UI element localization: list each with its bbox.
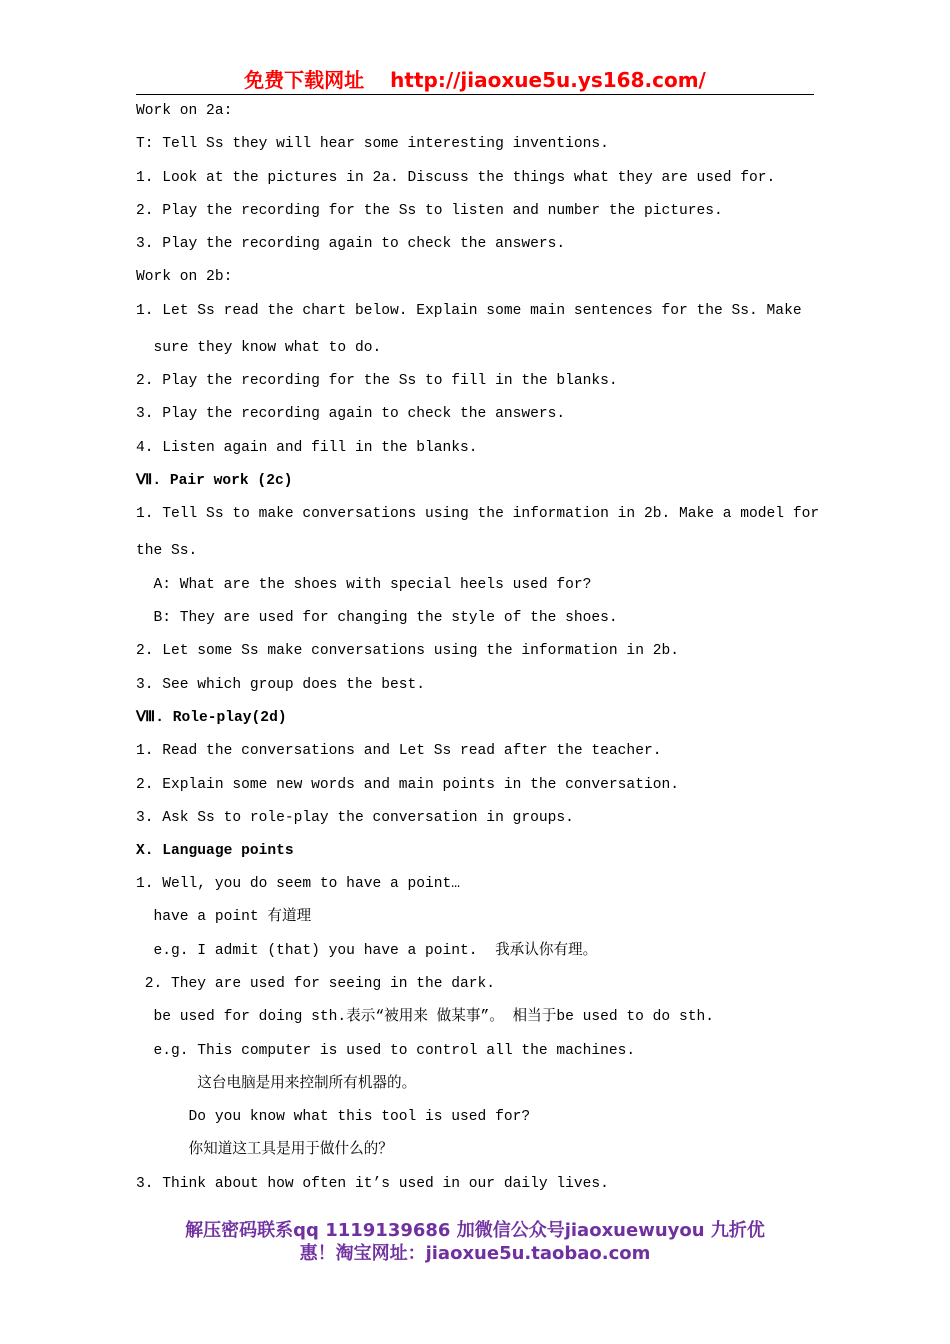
example-line: 这台电脑是用来控制所有机器的。: [136, 1076, 417, 1092]
dialogue-line: A: What are the shoes with special heels used for?: [136, 577, 592, 593]
dialogue-line: B: They are used for changing the style of the shoes.: [136, 610, 618, 626]
text-line: 3. Think about how often it’s used in our daily lives.: [136, 1176, 609, 1192]
example-line: e.g. I admit (that) you have a point. 我承认你有理。: [136, 943, 598, 959]
text-line: T: Tell Ss they will hear some interesting inventions.: [136, 136, 609, 152]
text-line: 2. Let some Ss make conversations using the information in 2b.: [136, 643, 679, 659]
text-line: 2. Play the recording for the Ss to listen and number the pictures.: [136, 203, 723, 219]
text-line: 1. Look at the pictures in 2a. Discuss the things what they are used for.: [136, 170, 776, 186]
text-line: sure they know what to do.: [136, 340, 382, 356]
header-url-link[interactable]: http://jiaoxue5u.ys168.com/: [390, 68, 706, 92]
header-title: 免费下载网址: [244, 68, 365, 92]
section-heading: X. Language points: [136, 843, 294, 859]
text-line: 4. Listen again and fill in the blanks.: [136, 440, 478, 456]
page-header: [136, 66, 814, 95]
text-line: 1. Let Ss read the chart below. Explain some main sentences for the Ss. Make: [136, 303, 802, 319]
text-line: Work on 2a:: [136, 103, 233, 119]
example-line: Do you know what this tool is used for?: [136, 1109, 531, 1125]
text-line: 1. Tell Ss to make conversations using the information in 2b. Make a model for: [136, 506, 820, 522]
text-line: have a point 有道理: [136, 909, 312, 925]
text-line: 2. Play the recording for the Ss to fill in the blanks.: [136, 373, 618, 389]
text-line: the Ss.: [136, 543, 198, 559]
section-heading: Ⅶ. Pair work (2c): [136, 473, 293, 489]
footer-line-2: 惠！淘宝网址：jiaoxue5u.taobao.com: [299, 1243, 651, 1264]
example-line: 你知道这工具是用于做什么的？: [136, 1142, 393, 1158]
text-line: 3. Play the recording again to check the answers.: [136, 236, 566, 252]
section-heading: Ⅷ. Role-play(2d): [136, 710, 287, 726]
text-line: 3. Play the recording again to check the answers.: [136, 406, 566, 422]
text-line: 2. Explain some new words and main points in the conversation.: [136, 777, 679, 793]
text-line: 2. They are used for seeing in the dark.: [136, 976, 496, 992]
example-line: e.g. This computer is used to control all the machines.: [136, 1043, 636, 1059]
section-heading: Work on 2b:: [136, 269, 233, 285]
text-line: be used for doing sth.表示“被用来 做某事”。 相当于be used to do sth.: [136, 1009, 714, 1025]
text-line: 3. See which group does the best.: [136, 677, 426, 693]
text-line: 3. Ask Ss to role-play the conversation in groups.: [136, 810, 574, 826]
text-line: 1. Well, you do seem to have a point…: [136, 876, 461, 892]
text-line: 1. Read the conversations and Let Ss read after the teacher.: [136, 743, 662, 759]
footer-line-1: 解压密码联系qq 1119139686 加微信公众号jiaoxuewuyou 九折优: [185, 1220, 765, 1241]
